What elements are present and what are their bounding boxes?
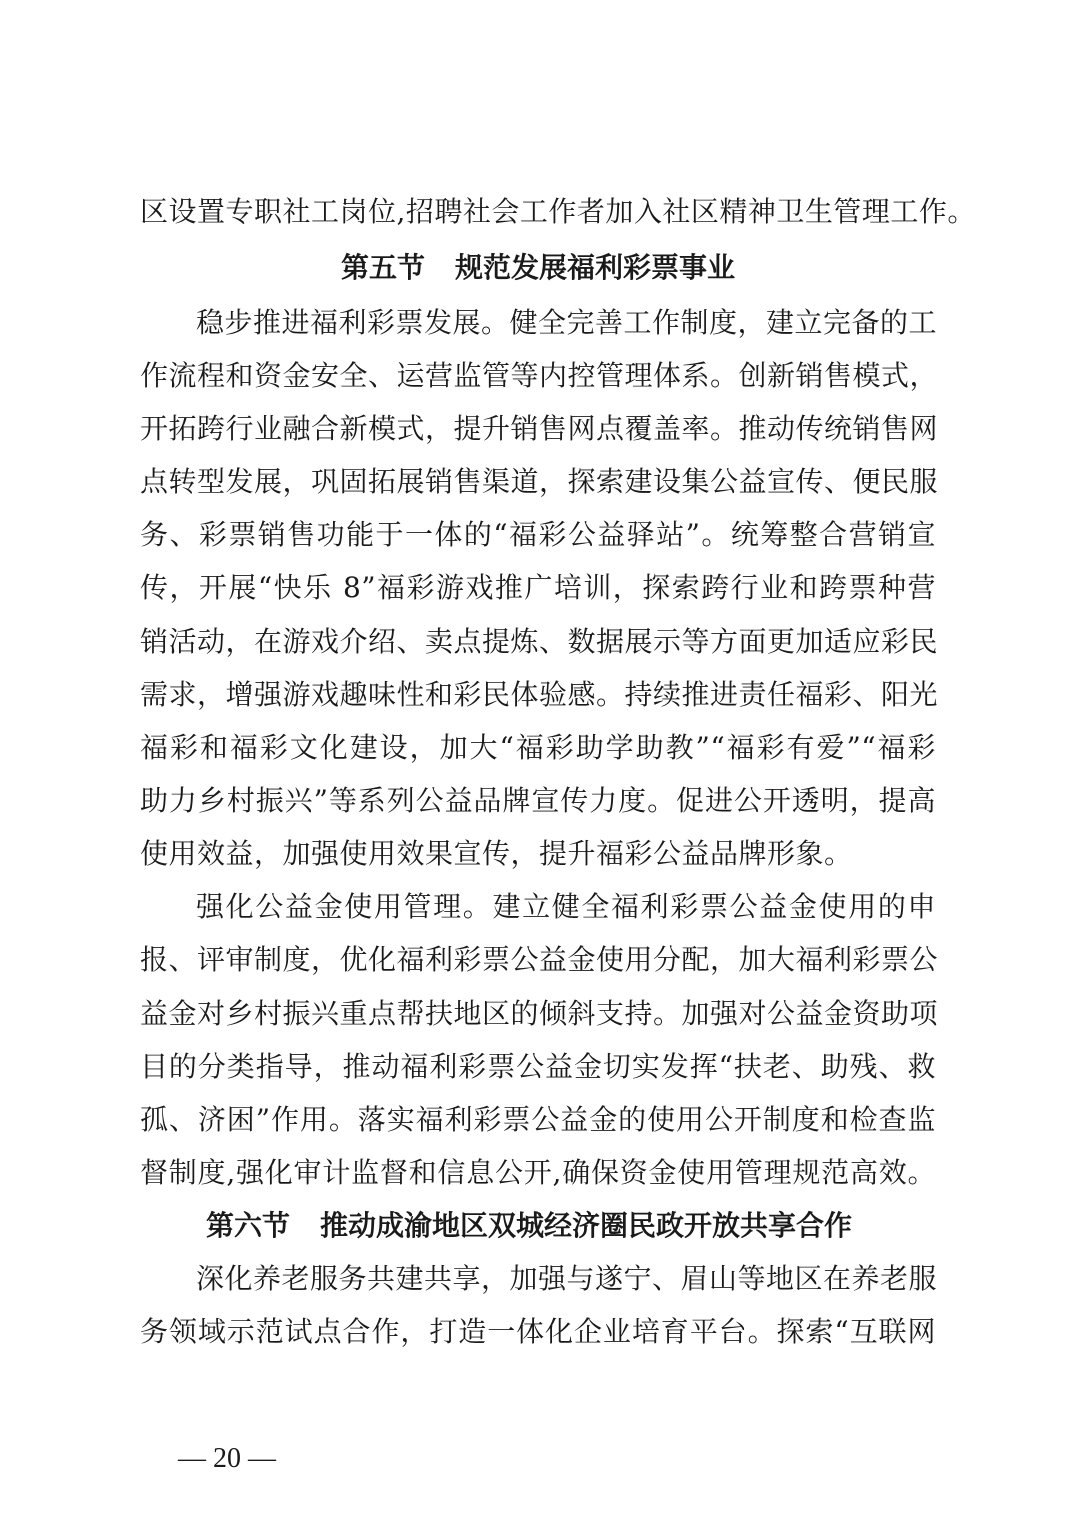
paragraph-line: 点转型发展，巩固拓展销售渠道，探索建设集公益宣传、便民服 [140, 465, 939, 498]
paragraph-line: 目的分类指导，推动福利彩票公益金切实发挥“扶老、助残、救 [140, 1050, 936, 1083]
paragraph-line: 务、彩票销售功能于一体的“福彩公益驿站”。统筹整合营销宣 [140, 518, 936, 551]
paragraph-line: 开拓跨行业融合新模式，提升销售网点覆盖率。推动传统销售网 [140, 412, 939, 445]
paragraph-line: 作流程和资金安全、运营监管等内控管理体系。创新销售模式， [140, 359, 939, 392]
paragraph-line: 孤、济困”作用。落实福利彩票公益金的使用公开制度和检查监 [140, 1103, 936, 1136]
page-number: — 20 — [178, 1443, 276, 1474]
section-title: 推动成渝地区双城经济圈民政开放共享合作 [320, 1209, 853, 1242]
paragraph-line: 区设置专职社工岗位,招聘社会工作者加入社区精神卫生管理工作。 [140, 195, 976, 228]
paragraph-line: 务领域示范试点合作，打造一体化企业培育平台。探索“互联网 [140, 1315, 936, 1348]
paragraph-line: 益金对乡村振兴重点帮扶地区的倾斜支持。加强对公益金资助项 [140, 997, 939, 1030]
paragraph-line: 助力乡村振兴”等系列公益品牌宣传力度。促进公开透明，提高 [140, 784, 936, 817]
section-number: 第六节 [206, 1209, 291, 1242]
paragraph-line-last: 使用效益，加强使用效果宣传，提升福彩公益品牌形象。 [140, 837, 853, 870]
paragraph-line: 督制度,强化审计监督和信息公开,确保资金使用管理规范高效。 [140, 1156, 936, 1189]
section-heading-6 [206, 1206, 936, 1246]
paragraph-line: 销活动，在游戏介绍、卖点提炼、数据展示等方面更加适应彩民 [140, 625, 939, 658]
section-number: 第五节 [340, 251, 425, 284]
section-title: 规范发展福利彩票事业 [455, 251, 736, 284]
paragraph-line: 强化公益金使用管理。建立健全福利彩票公益金使用的申 [196, 890, 936, 923]
paragraph-line: 福彩和福彩文化建设，加大“福彩助学助教”“福彩有爱”“福彩 [140, 731, 936, 764]
paragraph-line: 需求，增强游戏趣味性和彩民体验感。持续推进责任福彩、阳光 [140, 678, 939, 711]
paragraph-line: 报、评审制度，优化福利彩票公益金使用分配，加大福利彩票公 [140, 943, 939, 976]
paragraph-line: 深化养老服务共建共享，加强与遂宁、眉山等地区在养老服 [196, 1262, 938, 1295]
paragraph-line: 传，开展“快乐 8”福彩游戏推广培训，探索跨行业和跨票种营 [140, 571, 936, 604]
section-heading-5 [140, 248, 936, 288]
paragraph-line: 稳步推进福利彩票发展。健全完善工作制度，建立完备的工 [196, 306, 938, 339]
